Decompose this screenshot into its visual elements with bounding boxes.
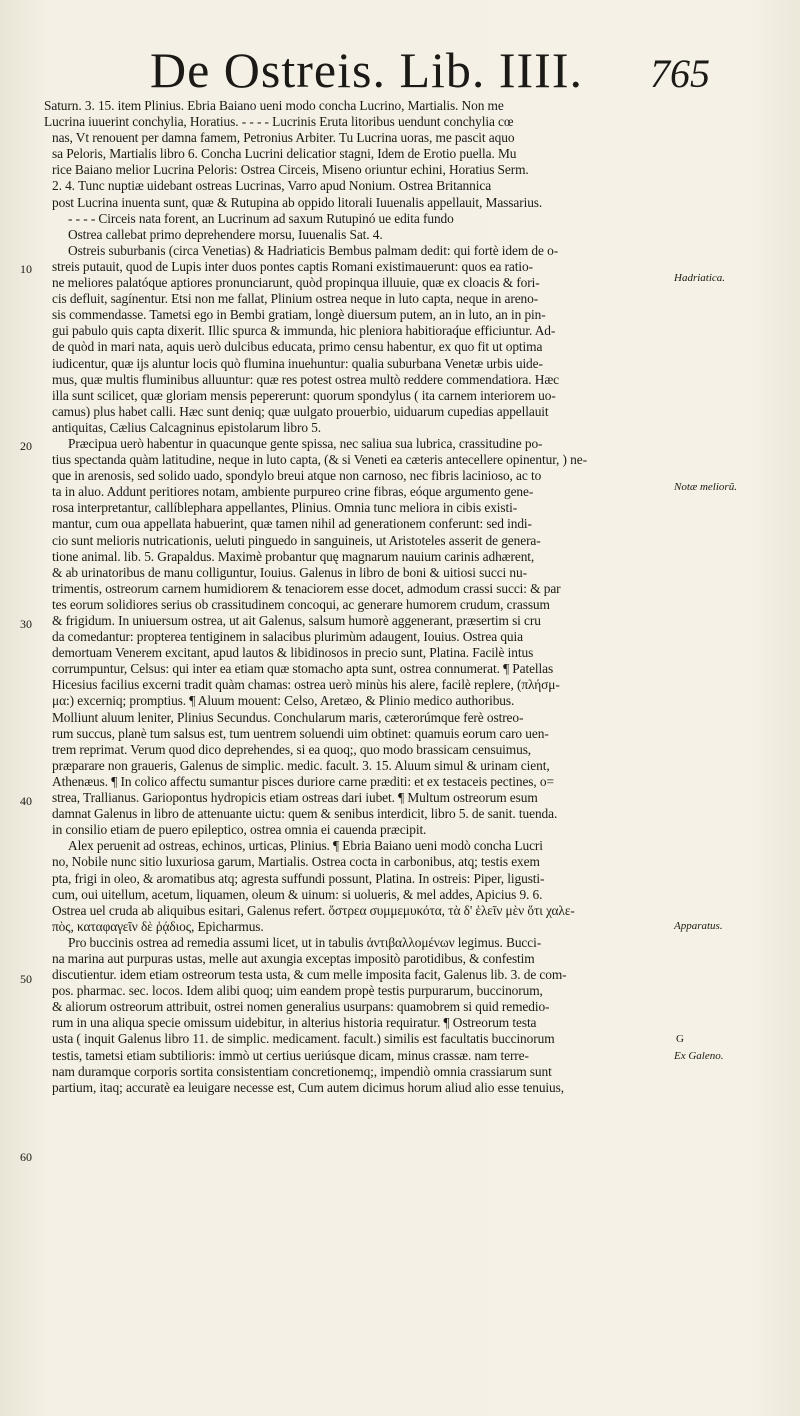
text-line: post Lucrina inuenta sunt, quæ & Rutupina ab oppido litorali Iuuenalis appellauit, Massarius. — [52, 194, 543, 210]
body-text — [44, 98, 670, 1096]
text-line: pta, frigi in oleo, & aromatibus atq; agresta suffundi possunt, Platina. In ostreis: Piper, ligusti- — [52, 870, 545, 886]
line-number: 60 — [20, 1150, 32, 1164]
text-line: illa sunt scilicet, quæ gloriam mensis pepererunt: quorum spondylus ( ita carnem interiorem uo- — [52, 387, 556, 403]
text-line: Hicesius facilius excerni tradit quàm chamas: ostrea uerò minùs his alere, facilè replere, (πλήσμ- — [52, 677, 560, 693]
text-line: de quòd in mari nata, aquis uerò dulcibus educata, primo censu habentur, ex quo fit ut optima — [52, 339, 543, 355]
text-line: cio sunt melioris nutricationis, ueluti pinguedo in sanguineis, ut Aristoteles asserit de genera- — [52, 532, 541, 548]
running-head — [150, 40, 710, 100]
text-line: pos. pharmac. sec. locos. Idem alibi quoq; uim eandem propè testis purpurarum, buccinorum, — [52, 983, 543, 999]
text-line: in consilio etiam de puero epileptico, ostrea omnia ei cauenda præcipit. — [52, 822, 427, 838]
text-line: que in arenosis, sed solido uado, spondylo breui atque non carnoso, nec fibris lacinioso, ac to — [52, 468, 542, 484]
text-line: mus, quæ multis fluminibus alluuntur: quæ res potest ostrea multò reddere commendatiora. Hæc — [52, 371, 560, 387]
text-line: partium, itaq; accuratè ea leuigare necesse est, Cum autem dicimus horum aliud alio esse tenuius, — [52, 1079, 564, 1095]
text-line: Pro buccinis ostrea ad remedia assumi licet, ut in tabulis ἀντιβαλλομένων legimus. Bucci- — [68, 934, 542, 950]
text-line: πὸς, καταφαγεῖν δὲ ῥᾴδιος, Epicharmus. — [52, 918, 264, 934]
text-line: μα:) excerniq; promptius. ¶ Aluum mouent: Celso, Aretæo, & Plinio medico authoribus. — [52, 693, 515, 709]
line-number: 50 — [20, 972, 32, 986]
line-number: 20 — [20, 439, 32, 453]
text-line: no, Nobile nunc sitio luxuriosa garum, Martialis. Ostrea cocta in carbonibus, atq; testis exem — [52, 854, 540, 870]
text-line: Saturn. 3. 15. item Plinius. Ebria Baiano ueni modo concha Lucrino, Martialis. Non me — [44, 98, 504, 113]
text-line: corrumpuntur, Celsus: qui inter ea etiam quæ stomacho apta sunt, ostrea connumerat. ¶ Patellas — [52, 661, 554, 677]
line-number: 40 — [20, 794, 32, 808]
text-line: rice Baiano melior Lucrina Peloris: Ostrea Circeis, Miseno oriuntur echini, Horatius Serm. — [52, 162, 529, 178]
line-number: 30 — [20, 617, 32, 631]
text-line: trimentis, ostreorum carnem humidiorem & tenaciorem esse docet, admodum crassi succi: & par — [52, 580, 561, 596]
marginal-note: Hadriatica. — [674, 272, 726, 284]
text-line: rosa interpretantur, callíblephara appellantes, Plinius. Omnia tunc meliora in cibis existi- — [52, 500, 518, 516]
text-line: sa Peloris, Martialis libro 6. Concha Lucrini delicatior stagni, Idem de Erotio puella. Mu — [52, 146, 517, 162]
text-line: & frigidum. In uniuersum ostrea, ut ait Galenus, salsum humorè aggenerant, præsertim si cru — [52, 613, 541, 628]
marginal-note: G — [676, 1033, 684, 1045]
page-title: De Ostreis. Lib. IIII. — [150, 42, 583, 98]
line-number: 10 — [20, 262, 32, 276]
text-line: & ab urinatoribus de manu colliguntur, Iouius. Galenus in libro de boni & uitiosi succi nu- — [52, 564, 527, 580]
text-line: & aliorum ostreorum attribuit, ostrei nomen generalius usurpans: quamobrem si quid remedio- — [52, 999, 550, 1015]
text-line: nam duramque corporis sortita consistentiam concretionemq;, impendiò omnia crassiarum sunt — [52, 1063, 552, 1079]
text-line: gui pabulo quis capta dixerit. Illic spurca & immunda, hic pleniora habitioraq́ue efficiuntur. Ad- — [52, 323, 556, 339]
text-line: antiquitas, Cælius Calcagninus epistolarum libro 5. — [52, 419, 322, 435]
text-line: camus) plus habet calli. Hæc sunt deniq; quæ uulgato prouerbio, uiduarum cupedias appellauit — [52, 403, 549, 419]
text-line: usta ( inquit Galenus libro 11. de simplic. medicament. facult.) similis est facultatis buccinorum — [52, 1031, 555, 1047]
text-line: damnat Galenus in libro de attenuante uictu: quem & senibus interdicit, libro 5. de sanit. tuenda. — [52, 806, 558, 822]
text-line: Ostrea callebat primo deprehendere morsu, Iuuenalis Sat. 4. — [68, 226, 383, 242]
text-line: rum succus, planè tum salsus est, tum uentrem soluendi uim obtinet: quamuis eorum caro uen- — [52, 725, 549, 741]
text-line: - - - - Circeis nata forent, an Lucrinum ad saxum Rutupinó ue edita fundo — [68, 210, 454, 226]
text-line: Ostreis suburbanis (circa Venetias) & Hadriaticis Bembus palmam dedit: qui fortè idem de o- — [68, 242, 559, 258]
marginal-note: Notæ meliorũ. — [674, 481, 737, 493]
text-line: rum in una aliqua specie omissum uidebitur, in alterius historia requiratur. ¶ Ostreorum testa — [52, 1015, 537, 1031]
text-line: Athenæus. ¶ In colico affectu sumantur pisces duriore carne præditi: et ex testaceis pectines, o= — [52, 773, 554, 789]
marginal-note: Apparatus. — [674, 920, 723, 932]
text-line: na marina aut purpuras ustas, melle aut axungia exceptas impositò parotidibus, & confestim — [52, 950, 535, 966]
text-line: ne meliores palatóque aptiores pronunciarunt, quòd propinqua illuuie, quæ ex cloacis & fori- — [52, 275, 540, 291]
folio-number: 765 — [650, 51, 710, 96]
text-line: Molliunt aluum leniter, Plinius Secundus. Conchularum maris, cæterorúmque ferè ostreo- — [52, 709, 524, 725]
text-line: ta in aluo. Addunt peritiores notam, ambiente purpureo crine fibras, eóque argumento gene- — [52, 484, 534, 500]
text-line: Alex peruenit ad ostreas, echinos, urticas, Plinius. ¶ Ebria Baiano ueni modò concha Lucri — [68, 838, 543, 854]
text-line: tes eorum solidiores serius ob crassitudinem concoqui, ac generare humorem crudum, crassum — [52, 596, 550, 612]
text-line: strea, Trallianus. Gariopontus hydropicis etiam ostreas dari iubet. ¶ Multum ostreorum esum — [52, 790, 538, 806]
text-line: trem reprimat. Verum quod dico deprehendes, si ea quoq;, quo modo brassicam censuimus, — [52, 741, 532, 757]
text-line: Lucrina iuuerint conchylia, Horatius. - - - - Lucrinis Eruta litoribus uendunt conchylia cœ — [44, 114, 514, 130]
text-line: discutientur. idem etiam ostreorum testa usta, & cum melle imposita facit, Galenus lib. 3. de com- — [52, 967, 567, 983]
text-line: tius spectanda quàm latitudine, neque in luto capta, (& si Veneti ea cæteris antecellere opinentur, ) ne- — [52, 452, 587, 468]
text-line: testis, tametsi etiam subtilioris: immò ut certius ueriúsque dicam, minus crassæ. nam terre- — [52, 1047, 529, 1063]
text-line: cum, oui uitellum, acetum, liquamen, oleum & uinum: si uolueris, & mel addes, Apicius 9. 6. — [52, 886, 543, 902]
text-line: cis defluit, sagínentur. Etsi non me fallat, Plinium ostrea neque in luto capta, neque in areno- — [52, 291, 539, 307]
text-line: da comedantur: propterea tentiginem in salacibus plurimùm adaugent, Iouius. Ostrea quia — [52, 629, 523, 645]
text-line: Ostrea uel cruda ab aliquibus esitari, Galenus refert. ὄστρεα συμμεμυκότα, τὰ δ' ἑλεῖν μὲν ὅτι χαλε- — [52, 902, 575, 918]
text-line: sis commendasse. Tametsi ego in Bembi gratiam, longè diuersum putem, an in luto, an in pin- — [52, 307, 546, 323]
text-line: Præcipua uerò habentur in quacunque gente spissa, nec saliua sua lubrica, crassitudine po- — [68, 435, 543, 451]
text-line: demortuam Venerem excitant, apud lautos & libidinosos in precio sunt, Platina. Facilè intus — [52, 645, 534, 661]
text-line: iudicentur, quæ ijs aluntur locis quò flumina inuehuntur: qualia suburbana Venetæ urbis uide- — [52, 355, 543, 371]
text-line: nas, Vt renouent per damna famem, Petronius Arbiter. Tu Lucrina uoras, me pascit aquo — [52, 130, 515, 146]
marginal-note: Ex Galeno. — [674, 1050, 724, 1062]
text-line: streis putauit, quod de Lupis inter duos pontes captis Romani existimauerunt: quos ea ratio- — [52, 258, 533, 274]
text-line: præparare non graueris, Galenus de simplic. medic. facult. 3. 15. Aluum simul & urinam cient, — [52, 757, 550, 773]
text-line: tione animal. lib. 5. Grapaldus. Maximè probantur quę magnarum nauium carinis adhærent, — [52, 548, 535, 564]
text-line: mantur, cum oua appellata habuerint, quæ tamen nihil ad generationem conferunt: sed indi- — [52, 516, 532, 532]
text-line: 2. 4. Tunc nuptiæ uidebant ostreas Lucrinas, Varro apud Nonium. Ostrea Britannica — [52, 178, 492, 194]
